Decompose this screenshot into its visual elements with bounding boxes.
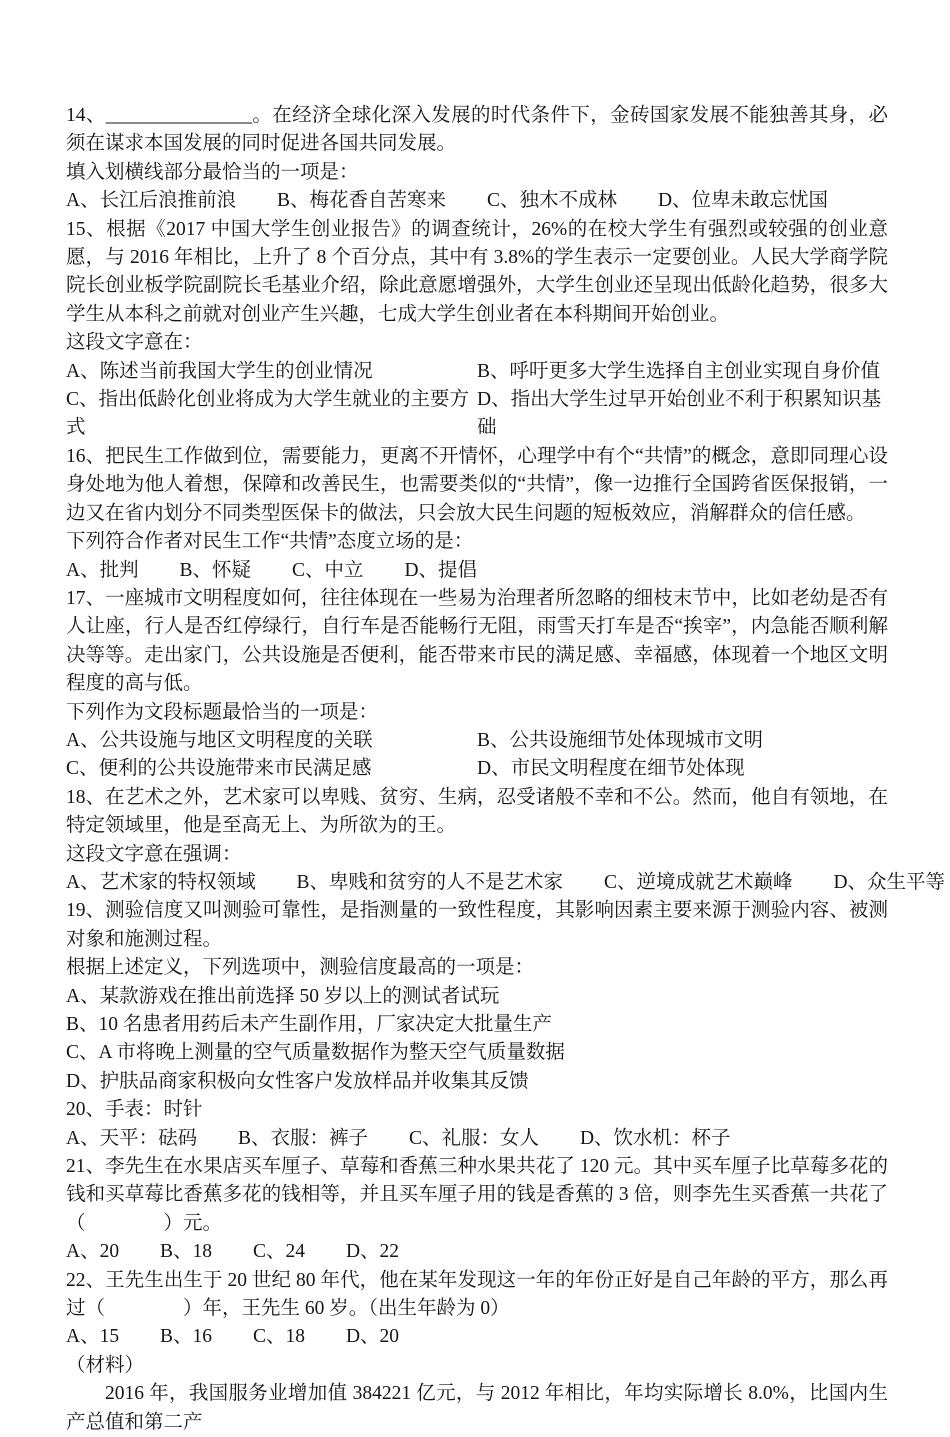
question-19-prompt: 根据上述定义，下列选项中，测验信度最高的一项是： [66, 957, 535, 979]
question-15-option-a: A、陈述当前我国大学生的创业情况 [66, 360, 373, 382]
question-18-option-b: B、卑贱和贫穷的人不是艺术家 [296, 871, 564, 893]
question-16-option-d: D、提倡 [404, 559, 478, 581]
question-14-options [66, 187, 888, 215]
question-19-option-b: B、10 名患者用药后未产生副作用，厂家决定大批量生产 [66, 1014, 552, 1035]
question-15-option-c: C、指出低龄化创业将成为大学生就业的主要方式 [66, 389, 470, 439]
question-20 [66, 1096, 888, 1153]
question-14-option-a: A、长江后浪推前浪 [66, 190, 237, 212]
question-20-option-c: C、礼服：女人 [408, 1127, 539, 1149]
question-15-options [66, 358, 888, 443]
question-18-option-c: C、逆境成就艺术巅峰 [603, 871, 793, 893]
question-16-stem: 16、把民生工作做到位，需要能力，更离不开情怀，心理学中有个“共情”的概念，意即同理心设身处地为他人着想，保障和改善民生，也需要类似的“共情”，像一边推行全国跨省医保报销，一边又在省内划分不同类型医保卡的做法，只会放大民生问题的短板效应，消解群众的信任感。 [66, 445, 888, 524]
question-16-prompt: 下列符合作者对民生工作“共情”态度立场的是： [66, 531, 474, 553]
question-15-option-d: D、指出大学生过早开始创业不利于积累知识基础 [477, 389, 882, 439]
question-22-stem: 22、王先生出生于 20 世纪 80 年代，他在某年发现这一年的年份正好是自己年龄的平方，那么再过（ ）年，王先生 60 岁。（出生年龄为 0） [66, 1269, 888, 1320]
question-22-options [66, 1323, 888, 1351]
question-17-options [66, 727, 888, 784]
material-paragraph: 2016 年，我国服务业增加值 384221 亿元，与 2012 年相比，年均实际增长 8.0%，比国内生产总值和第二产 [66, 1383, 888, 1433]
question-17-stem: 17、一座城市文明程度如何，往往体现在一些易为治理者所忽略的细枝末节中，比如老幼是否有人让座，行人是否红停绿行，自行车是否能畅行无阻，雨雪天打车是否“挨宰”，内急能否顺利解决等等。走出家门，公共设施是否便利，能否带来市民的满足感、幸福感，体现着一个地区文明程度的高与低。 [66, 587, 888, 695]
question-18-prompt: 这段文字意在强调： [66, 843, 242, 865]
question-16-option-b: B、怀疑 [179, 559, 252, 581]
question-19-stem: 19、测验信度又叫测验可靠性，是指测量的一致性程度，其影响因素主要来源于测验内容、被测对象和施测过程。 [66, 900, 888, 950]
question-15 [66, 216, 888, 443]
question-20-stem: 20、手表：时针 [66, 1099, 203, 1121]
question-17-prompt: 下列作为文段标题最恰当的一项是： [66, 701, 379, 723]
question-17 [66, 585, 888, 784]
question-19-option-a: A、某款游戏在推出前选择 50 岁以上的测试者试玩 [66, 985, 500, 1007]
question-21-option-d: D、22 [345, 1241, 400, 1263]
question-22-option-a: A、15 [66, 1326, 120, 1348]
question-17-option-c: C、便利的公共设施带来市民满足感 [66, 758, 372, 780]
question-22-option-b: B、16 [160, 1326, 213, 1348]
question-16-options [66, 557, 888, 585]
question-15-stem: 15、根据《2017 中国大学生创业报告》的调查统计，26%的在校大学生有强烈或较强的创业意愿，与 2016 年相比，上升了 8 个百分点，其中有 3.8%的学生表示一定要创业。人民大学商学院院长创业板学院副院长毛基业介绍，除此意愿增强外，大学生创业还呈现出低龄化趋势，很多大学生从本科之前就对创业产生兴趣，七成大学生创业者在本科期间开始创业。 [66, 218, 888, 325]
material-label: （材料） [66, 1354, 145, 1376]
question-14-option-d: D、位卑未敢忘忧国 [657, 190, 829, 212]
question-14-stem: 14、_______________。在经济全球化深入发展的时代条件下，金砖国家发展不能独善其身，必须在谋求本国发展的同时促进各国共同发展。 [66, 105, 888, 155]
question-18-option-a: A、艺术家的特权领域 [66, 871, 256, 893]
question-19-option-d: D、护肤品商家积极向女性客户发放样品并收集其反馈 [66, 1070, 529, 1092]
question-18-stem: 18、在艺术之外，艺术家可以卑贱、贫穷、生病，忍受诸般不幸和不公。然而，他自有领地，在特定领域里，他是至高无上、为所欲为的王。 [66, 786, 888, 837]
question-21-option-b: B、18 [160, 1241, 213, 1263]
question-17-option-d: D、市民文明程度在细节处体现 [477, 758, 745, 780]
question-22-option-c: C、18 [252, 1326, 305, 1348]
question-19-option-c: C、A 市将晚上测量的空气质量数据作为整天空气质量数据 [66, 1042, 565, 1064]
question-22 [66, 1267, 888, 1352]
question-16-option-a: A、批判 [66, 559, 139, 581]
question-17-option-b: B、公共设施细节处体现城市文明 [477, 729, 764, 751]
question-14 [66, 102, 888, 216]
question-20-option-b: B、衣服：裤子 [238, 1127, 369, 1149]
question-20-option-a: A、天平：砝码 [66, 1127, 198, 1149]
material-section [66, 1352, 888, 1437]
question-19-options [66, 983, 888, 1097]
question-14-option-c: C、独木不成林 [486, 190, 617, 212]
question-15-prompt: 这段文字意在： [66, 332, 203, 354]
question-14-prompt: 填入划横线部分最恰当的一项是： [66, 161, 359, 183]
question-21-options [66, 1238, 888, 1266]
question-21 [66, 1153, 888, 1267]
question-16-option-c: C、中立 [291, 559, 364, 581]
question-20-option-d: D、饮水机：杯子 [579, 1127, 731, 1149]
question-18 [66, 784, 946, 898]
question-20-options [66, 1125, 888, 1153]
question-18-options [66, 869, 946, 897]
question-15-option-b: B、呼吁更多大学生选择自主创业实现自身价值 [477, 360, 881, 382]
question-19 [66, 897, 888, 1096]
question-21-option-a: A、20 [66, 1241, 120, 1263]
question-17-option-a: A、公共设施与地区文明程度的关联 [66, 729, 373, 751]
question-16 [66, 443, 888, 585]
question-18-option-d: D、众生平等 [833, 871, 946, 893]
question-21-stem: 21、李先生在水果店买车厘子、草莓和香蕉三种水果共花了 120 元。其中买车厘子比草莓多花的钱和买草莓比香蕉多花的钱相等，并且买车厘子用的钱是香蕉的 3 倍，则李先生买香蕉一共花了（ ）元。 [66, 1156, 888, 1234]
question-22-option-d: D、20 [345, 1326, 400, 1348]
question-21-option-c: C、24 [252, 1241, 305, 1263]
question-14-option-b: B、梅花香自苦寒来 [277, 190, 447, 212]
